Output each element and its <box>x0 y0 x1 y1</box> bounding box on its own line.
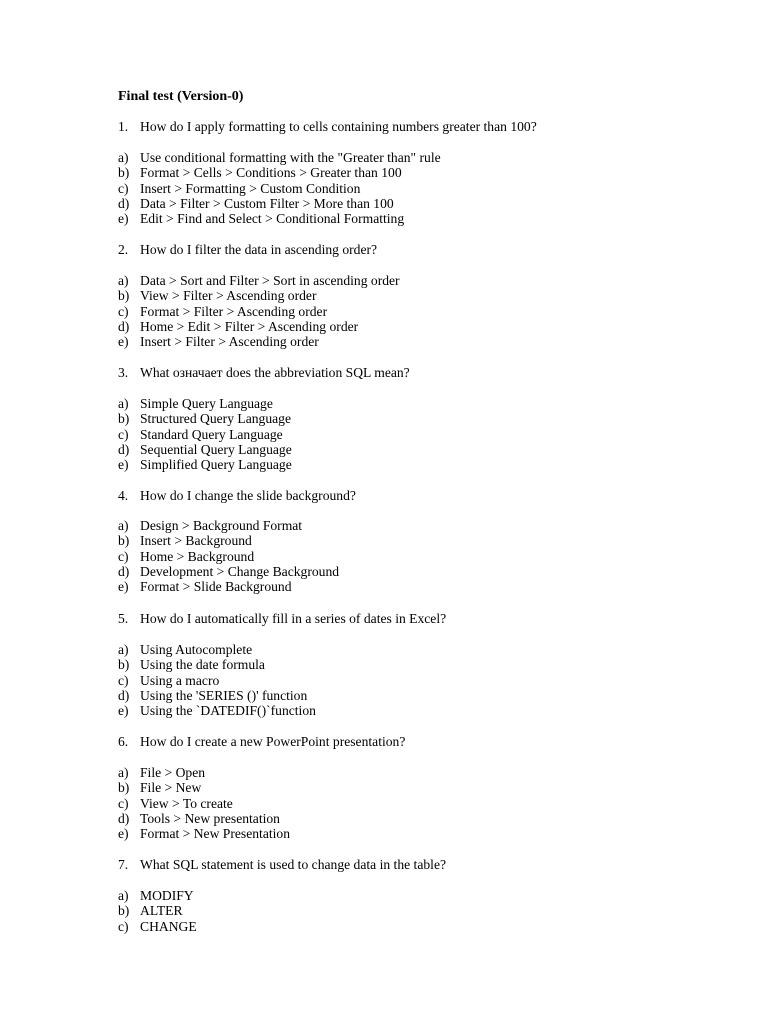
option-text: Insert > Formatting > Custom Condition <box>140 180 361 196</box>
question-number: 4. <box>118 488 129 503</box>
option-text: Use conditional formatting with the "Greater than" rule <box>140 150 441 165</box>
option-item <box>118 288 718 303</box>
question-text: What SQL statement is used to change data in the table? <box>140 857 447 872</box>
question-number: 7. <box>118 857 129 872</box>
option-letter: b) <box>118 288 130 304</box>
option-item <box>118 919 718 934</box>
option-text: Using a macro <box>140 672 220 688</box>
option-letter: b) <box>118 903 130 919</box>
option-text: File > New <box>140 780 202 796</box>
option-item <box>118 811 718 826</box>
option-item <box>118 319 718 334</box>
option-letter: e) <box>118 457 129 473</box>
option-letter: c) <box>118 426 129 442</box>
option-text: Home > Edit > Filter > Ascending order <box>140 319 359 335</box>
option-text: Tools > New presentation <box>140 811 280 827</box>
question-7-options <box>118 888 718 934</box>
option-text: Using the date formula <box>140 657 265 673</box>
option-letter: c) <box>118 795 129 811</box>
option-item <box>118 796 718 811</box>
question-5-options <box>118 642 718 719</box>
option-item <box>118 442 718 457</box>
question-5 <box>118 611 718 626</box>
question-number: 3. <box>118 365 129 380</box>
question-text: How do I create a new PowerPoint presentation? <box>140 734 406 749</box>
option-item <box>118 533 718 548</box>
option-text: Edit > Find and Select > Conditional Formatting <box>140 211 405 227</box>
option-letter: e) <box>118 703 129 719</box>
question-text: How do I filter the data in ascending order? <box>140 242 378 257</box>
option-item <box>118 457 718 472</box>
option-text: View > Filter > Ascending order <box>140 288 317 304</box>
option-letter: a) <box>118 396 129 411</box>
option-letter: c) <box>118 303 129 319</box>
option-item <box>118 273 718 288</box>
question-stem <box>118 119 718 134</box>
option-item <box>118 703 718 718</box>
option-letter: d) <box>118 811 130 827</box>
option-letter: e) <box>118 826 129 842</box>
option-item <box>118 396 718 411</box>
option-text: ALTER <box>140 903 183 919</box>
option-text: Data > Sort and Filter > Sort in ascending order <box>140 273 400 288</box>
option-letter: a) <box>118 642 129 657</box>
question-6 <box>118 734 718 749</box>
option-letter: a) <box>118 150 129 165</box>
option-item <box>118 196 718 211</box>
option-text: Using the `DATEDIF()`function <box>140 703 316 719</box>
option-text: Design > Background Format <box>140 518 303 533</box>
option-item <box>118 780 718 795</box>
option-letter: b) <box>118 533 130 549</box>
option-text: Development > Change Background <box>140 564 340 580</box>
option-letter: b) <box>118 165 130 181</box>
question-number: 1. <box>118 119 129 134</box>
option-item <box>118 165 718 180</box>
option-text: Using the 'SERIES ()' function <box>140 688 308 704</box>
option-text: Using Autocomplete <box>140 642 253 657</box>
option-text: Format > Cells > Conditions > Greater than 100 <box>140 165 402 181</box>
option-text: File > Open <box>140 765 206 780</box>
question-6-options <box>118 765 718 842</box>
question-number: 6. <box>118 734 129 749</box>
option-item <box>118 765 718 780</box>
question-stem <box>118 611 718 626</box>
option-text: Standard Query Language <box>140 426 283 442</box>
option-item <box>118 211 718 226</box>
question-text: How do I apply formatting to cells containing numbers greater than 100? <box>140 119 537 134</box>
option-item <box>118 518 718 533</box>
option-letter: c) <box>118 548 129 564</box>
question-1-options <box>118 150 718 227</box>
option-item <box>118 688 718 703</box>
question-4-options <box>118 518 718 595</box>
option-item <box>118 549 718 564</box>
question-3-options <box>118 396 718 473</box>
question-number: 2. <box>118 242 129 257</box>
option-text: Format > New Presentation <box>140 826 290 842</box>
option-item <box>118 888 718 903</box>
option-letter: e) <box>118 211 129 227</box>
option-item <box>118 411 718 426</box>
question-number: 5. <box>118 611 129 626</box>
option-letter: a) <box>118 273 129 288</box>
option-item <box>118 304 718 319</box>
option-letter: d) <box>118 196 130 212</box>
option-letter: b) <box>118 657 130 673</box>
question-stem <box>118 242 718 257</box>
option-letter: a) <box>118 518 129 533</box>
question-2-options <box>118 273 718 350</box>
option-item <box>118 334 718 349</box>
option-text: Simplified Query Language <box>140 457 292 473</box>
option-letter: c) <box>118 672 129 688</box>
option-text: Home > Background <box>140 548 255 564</box>
question-stem <box>118 734 718 749</box>
option-letter: d) <box>118 442 130 458</box>
option-text: Insert > Filter > Ascending order <box>140 334 319 350</box>
option-text: MODIFY <box>140 888 194 903</box>
option-text: Format > Filter > Ascending order <box>140 303 328 319</box>
option-item <box>118 673 718 688</box>
option-letter: c) <box>118 918 129 934</box>
option-text: Structured Query Language <box>140 411 291 427</box>
question-1 <box>118 119 718 134</box>
question-stem <box>118 365 718 380</box>
option-text: Insert > Background <box>140 533 252 549</box>
question-stem <box>118 857 718 872</box>
option-letter: e) <box>118 579 129 595</box>
option-item <box>118 181 718 196</box>
option-letter: a) <box>118 765 129 780</box>
option-item <box>118 579 718 594</box>
option-text: View > To create <box>140 795 233 811</box>
option-letter: d) <box>118 564 130 580</box>
option-letter: d) <box>118 319 130 335</box>
option-item <box>118 150 718 165</box>
question-3 <box>118 365 718 380</box>
option-letter: c) <box>118 180 129 196</box>
question-2 <box>118 242 718 257</box>
question-text: How do I automatically fill in a series of dates in Excel? <box>140 611 447 626</box>
option-text: Simple Query Language <box>140 396 273 411</box>
option-letter: a) <box>118 888 129 903</box>
option-item <box>118 564 718 579</box>
question-4 <box>118 488 718 503</box>
option-item <box>118 657 718 672</box>
document-title: Final test (Version-0) <box>118 89 244 104</box>
option-letter: d) <box>118 688 130 704</box>
option-text: Format > Slide Background <box>140 579 292 595</box>
option-item <box>118 826 718 841</box>
question-7 <box>118 857 718 872</box>
question-text: How do I change the slide background? <box>140 488 356 503</box>
question-stem <box>118 488 718 503</box>
option-text: CHANGE <box>140 918 197 934</box>
option-text: Sequential Query Language <box>140 442 292 458</box>
question-text: What означает does the abbreviation SQL mean? <box>140 365 410 380</box>
option-letter: e) <box>118 334 129 350</box>
option-item <box>118 642 718 657</box>
option-text: Data > Filter > Custom Filter > More than 100 <box>140 196 394 212</box>
option-item <box>118 427 718 442</box>
option-letter: b) <box>118 780 130 796</box>
option-item <box>118 903 718 918</box>
option-letter: b) <box>118 411 130 427</box>
